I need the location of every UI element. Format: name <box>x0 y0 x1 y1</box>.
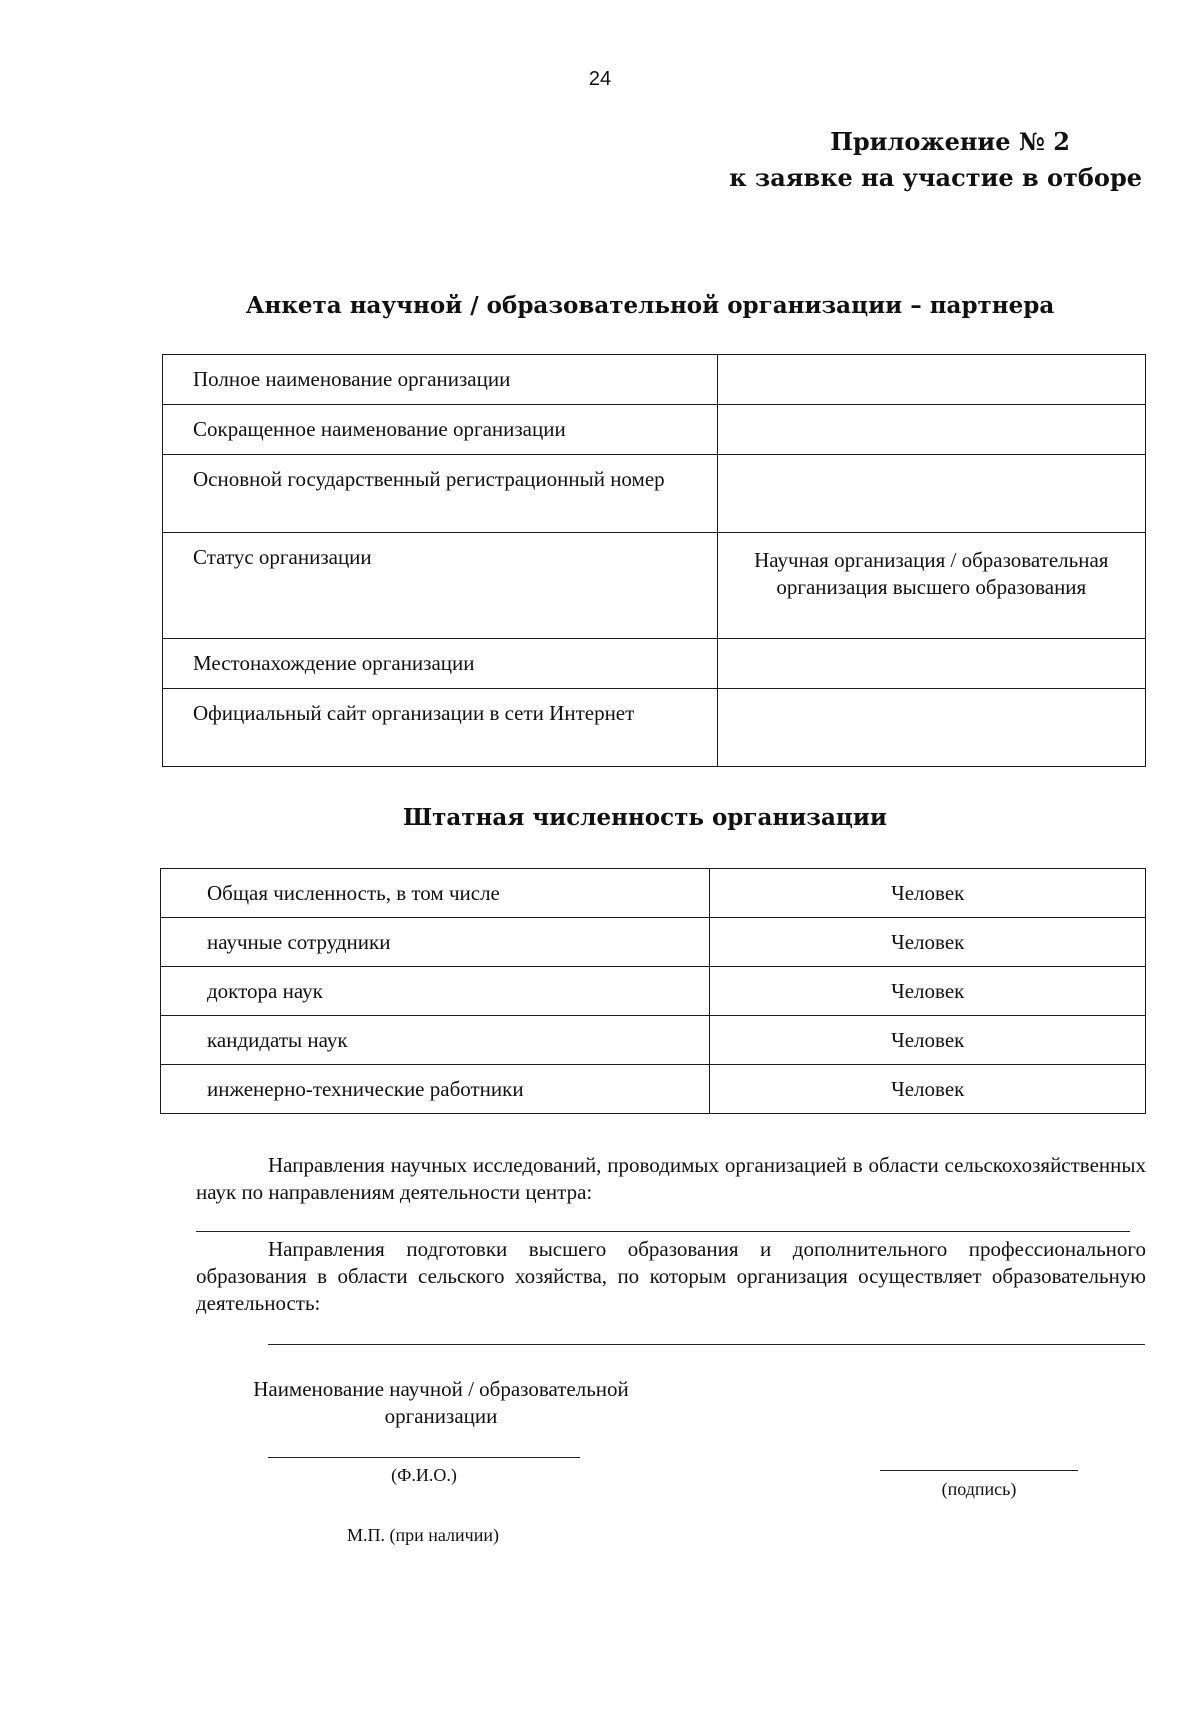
table-row <box>163 355 1146 405</box>
research-directions-paragraph <box>196 1152 1146 1206</box>
appendix-title: Приложение № 2 <box>830 127 1070 156</box>
staff-unit: Человек <box>710 869 1146 918</box>
row-value[interactable] <box>717 455 1145 533</box>
table-row <box>163 455 1146 533</box>
staff-label: кандидаты наук <box>161 1016 710 1065</box>
education-directions-line[interactable] <box>268 1344 1145 1345</box>
table-row <box>161 1065 1146 1114</box>
staff-label: Общая численность, в том числе <box>161 869 710 918</box>
education-directions-text: Направления подготовки высшего образования и дополнительного профессионального образования в области сельского хозяйства, по которым организация осуществляет образовательную деятельность: <box>196 1237 1146 1315</box>
stamp-label: М.П. (при наличии) <box>347 1525 499 1545</box>
table-row <box>161 1016 1146 1065</box>
questionnaire-title: Анкета научной / образовательной организации – партнера <box>245 292 1055 319</box>
row-label: Сокращенное наименование организации <box>163 405 718 455</box>
table-row <box>161 918 1146 967</box>
table-row <box>163 533 1146 639</box>
research-directions-line[interactable] <box>196 1231 1130 1232</box>
row-label: Местонахождение организации <box>163 639 718 689</box>
staff-unit: Человек <box>710 1016 1146 1065</box>
staff-table <box>160 868 1146 1114</box>
page-number: 24 <box>588 68 612 90</box>
signature-line[interactable] <box>880 1470 1078 1471</box>
table-row <box>161 869 1146 918</box>
fio-line[interactable] <box>268 1457 580 1458</box>
org-name-label: Наименование научной / образовательной организации <box>253 1377 629 1428</box>
row-label: Статус организации <box>163 533 718 639</box>
research-directions-text: Направления научных исследований, проводимых организацией в области сельскохозяйственных наук по направлениям деятельности центра: <box>196 1153 1146 1204</box>
appendix-header <box>729 124 1142 196</box>
education-directions-paragraph <box>196 1236 1146 1317</box>
table-row <box>163 639 1146 689</box>
row-value[interactable] <box>717 355 1145 405</box>
row-value[interactable] <box>717 405 1145 455</box>
signature-label: (подпись) <box>941 1479 1017 1499</box>
questionnaire-table <box>162 354 1146 767</box>
row-label: Официальный сайт организации в сети Интернет <box>163 689 718 767</box>
row-value: Научная организация / образовательная организация высшего образования <box>717 533 1145 639</box>
fio-label: (Ф.И.О.) <box>391 1465 457 1485</box>
row-value[interactable] <box>717 639 1145 689</box>
staff-unit: Человек <box>710 1065 1146 1114</box>
table-row <box>163 689 1146 767</box>
staff-label: доктора наук <box>161 967 710 1016</box>
row-value[interactable] <box>717 689 1145 767</box>
appendix-subtitle: к заявке на участие в отборе <box>729 163 1142 192</box>
row-label: Основной государственный регистрационный номер <box>163 455 718 533</box>
row-label: Полное наименование организации <box>163 355 718 405</box>
staff-label: научные сотрудники <box>161 918 710 967</box>
staff-label: инженерно-технические работники <box>161 1065 710 1114</box>
staff-unit: Человек <box>710 918 1146 967</box>
staff-unit: Человек <box>710 967 1146 1016</box>
staff-title: Штатная численность организации <box>403 804 887 831</box>
table-row <box>163 405 1146 455</box>
table-row <box>161 967 1146 1016</box>
